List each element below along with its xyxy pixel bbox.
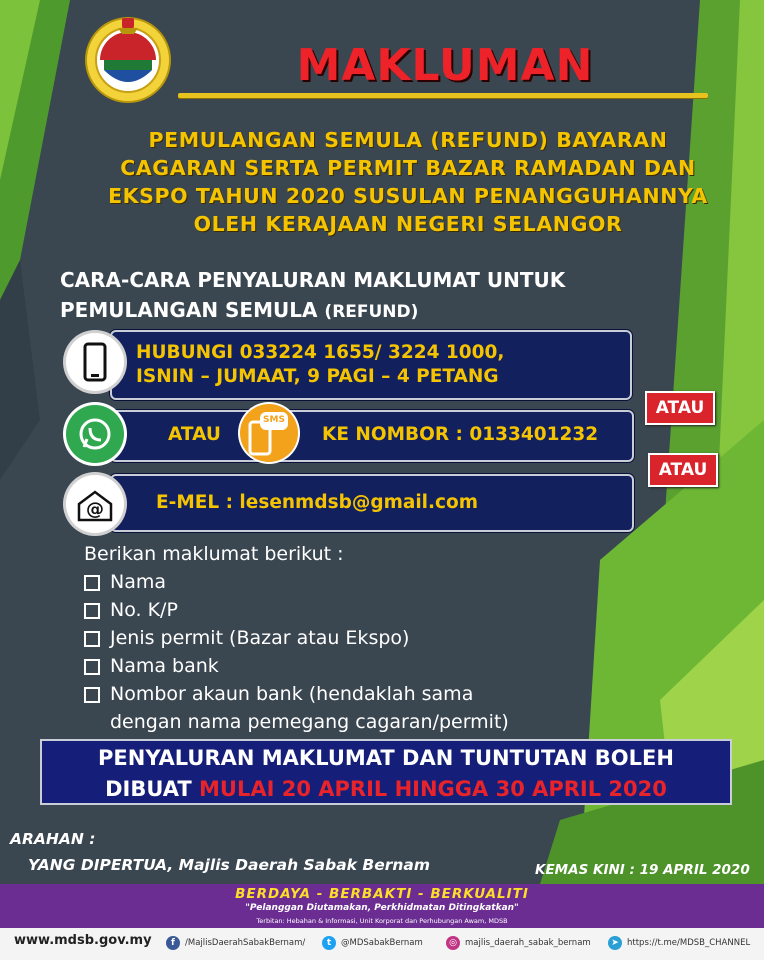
section-heading <box>60 265 565 327</box>
phone-text <box>136 341 504 389</box>
twitter-icon: t <box>322 936 336 950</box>
banner-line <box>42 774 730 805</box>
subtitle-line: OLEH KERAJAAN NEGERI SELANGOR <box>193 212 623 236</box>
subtitle-line: CAGARAN SERTA PERMIT BAZAR RAMADAN DAN <box>120 156 696 180</box>
list-item-text: Nombor akaun bank (hendaklah sama <box>110 683 474 705</box>
phone-hours-line: ISNIN – JUMAAT, 9 PAGI – 4 PETANG <box>136 366 499 387</box>
atau-label-2: ATAU <box>648 453 718 487</box>
checkbox-icon <box>84 603 100 619</box>
subtitle <box>78 126 738 238</box>
phone-icon <box>66 333 124 391</box>
banner-dates: MULAI 20 APRIL HINGGA 30 APRIL 2020 <box>199 777 667 801</box>
checkbox-icon <box>84 631 100 647</box>
whatsapp-atau: ATAU <box>168 424 221 445</box>
updated-date: KEMAS KINI : 19 APRIL 2020 <box>535 862 750 878</box>
list-item <box>84 652 509 680</box>
footer-motto: BERDAYA - BERBAKTI - BERKUALITI <box>235 886 529 902</box>
instagram-icon: ◎ <box>446 936 460 950</box>
list-item <box>84 680 509 708</box>
facebook-link[interactable] <box>166 936 305 950</box>
section-heading-line: CARA-CARA PENYALURAN MAKLUMAT UNTUK <box>60 268 566 292</box>
checkbox-icon <box>84 687 100 703</box>
telegram-icon: ➤ <box>608 936 622 950</box>
sms-icon <box>240 404 298 462</box>
signoff-by: YANG DIPERTUA, Majlis Daerah Sabak Bernam <box>28 856 430 874</box>
list-item-text: Jenis permit (Bazar atau Ekspo) <box>110 627 410 649</box>
checkbox-icon <box>84 659 100 675</box>
footer-publisher: Terbitan: Hebahan & Informasi, Unit Korporat dan Perhubungan Awam, MDSB <box>256 917 508 925</box>
section-heading-suffix: (REFUND) <box>324 302 419 322</box>
subtitle-line: PEMULANGAN SEMULA (REFUND) BAYARAN <box>148 128 668 152</box>
section-heading-line <box>60 295 565 327</box>
checkbox-icon <box>84 575 100 591</box>
title-underline <box>178 93 708 98</box>
phone-number-line: HUBUNGI 033224 1655/ 3224 1000, <box>136 342 505 363</box>
instagram-link[interactable] <box>446 936 591 950</box>
page-title: MAKLUMAN <box>296 40 594 91</box>
list-item-text: Nama bank <box>110 655 219 677</box>
whatsapp-number: KE NOMBOR : 0133401232 <box>322 424 599 445</box>
telegram-handle: https://t.me/MDSB_CHANNEL <box>627 938 751 948</box>
banner-prefix: DIBUAT <box>105 777 192 801</box>
email-contact-bar <box>110 474 634 532</box>
section-heading-text: PEMULANGAN SEMULA <box>60 298 318 322</box>
signoff <box>10 826 430 878</box>
svg-text:@: @ <box>86 499 104 520</box>
facebook-icon: f <box>166 936 180 950</box>
telegram-link[interactable] <box>608 936 750 950</box>
list-item <box>84 568 509 596</box>
email-text: E-MEL : lesenmdsb@gmail.com <box>156 492 478 513</box>
instagram-handle: majlis_daerah_sabak_bernam <box>465 938 591 948</box>
list-item <box>84 596 509 624</box>
deadline-banner <box>40 739 732 805</box>
whatsapp-icon <box>66 405 124 463</box>
footer-tagline: "Pelanggan Diutamakan, Perkhidmatan Ditingkatkan" <box>245 903 519 913</box>
email-icon <box>66 475 124 533</box>
banner-line: PENYALURAN MAKLUMAT DAN TUNTUTAN BOLEH <box>98 746 674 770</box>
list-item-text: No. K/P <box>110 599 178 621</box>
info-intro: Berikan maklumat berikut : <box>84 543 344 565</box>
arahan-label: ARAHAN : <box>10 830 96 848</box>
phone-contact-bar <box>110 330 632 400</box>
twitter-handle: @MDSabakBernam <box>341 938 423 948</box>
whatsapp-contact-bar <box>110 410 634 462</box>
facebook-handle: /MajlisDaerahSabakBernam/ <box>185 938 306 948</box>
mdsb-logo <box>82 14 174 106</box>
sms-label: SMS <box>263 415 285 425</box>
required-info-list <box>84 540 509 736</box>
list-item <box>84 624 509 652</box>
list-item-text: Nama <box>110 571 167 593</box>
twitter-link[interactable] <box>322 936 423 950</box>
subtitle-line: EKSPO TAHUN 2020 SUSULAN PENANGGUHANNYA <box>108 184 708 208</box>
website-link[interactable]: www.mdsb.gov.my <box>14 933 152 948</box>
atau-label-1: ATAU <box>645 391 715 425</box>
list-item-continuation: dengan nama pemegang cagaran/permit) <box>110 711 509 733</box>
